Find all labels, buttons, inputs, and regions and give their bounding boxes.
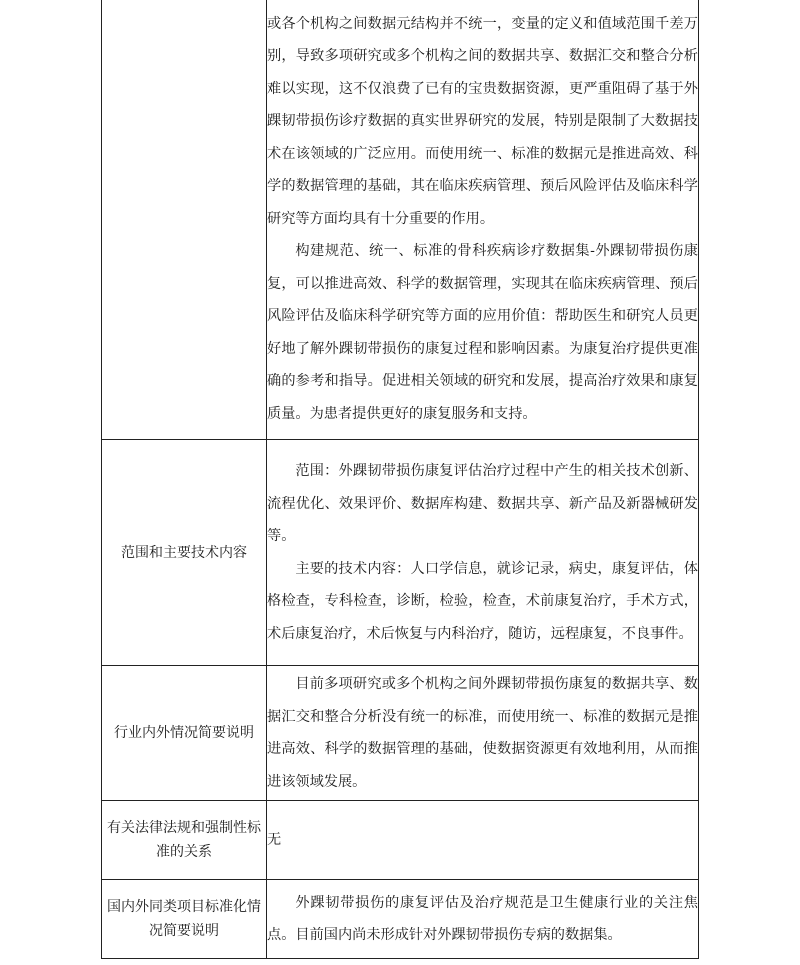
row-label: 行业内外情况简要说明	[102, 666, 267, 801]
table-row-significance	[102, 0, 699, 440]
row-label: 有关法律法规和强制性标准的关系	[102, 801, 267, 880]
row-content	[267, 880, 699, 959]
content-paragraph: 无	[267, 831, 282, 848]
table-row-laws-relation	[102, 801, 699, 880]
content-paragraph: 或各个机构之间数据元结构并不统一，变量的定义和值域范围千差万别，导致多项研究或多个机构之间的数据共享、数据汇交和整合分析难以实现，这不仅浪费了已有的宝贵数据资源，更严重阻碍了基于外踝韧带损伤诊疗数据的真实世界研究的发展，特别是限制了大数据技术在该领域的广泛应用。而使用统一、标准的数据元是推进高效、科学的数据管理的基础，其在临床疾病管理、预后风险评估及临床科学研究等方面均具有十分重要的作用。	[267, 15, 698, 227]
content-paragraph: 主要的技术内容：人口学信息，就诊记录，病史，康复评估，体格检查，专科检查，诊断，检验，检查，术前康复治疗，手术方式，术后康复治疗，术后恢复与内科治疗，随访，远程康复，不良事件。	[267, 560, 698, 642]
row-content	[267, 801, 699, 880]
row-label: 国内外同类项目标准化情况简要说明	[102, 880, 267, 959]
content-paragraph: 构建规范、统一、标准的骨科疾病诊疗数据集-外踝韧带损伤康复，可以推进高效、科学的数据管理，实现其在临床疾病管理、预后风险评估及临床科学研究等方面的应用价值：帮助医生和研究人员更好地了解外踝韧带损伤的康复过程和影响因素。为康复治疗提供更准确的参考和指导。促进相关领域的研究和发展，提高治疗效果和康复质量。为患者提供更好的康复服务和支持。	[267, 243, 698, 422]
row-label: 范围和主要技术内容	[102, 440, 267, 666]
content-paragraph: 目前多项研究或多个机构之间外踝韧带损伤康复的数据共享、数据汇交和整合分析没有统一的标准，而使用统一、标准的数据元是推进高效、科学的数据管理的基础，使数据资源更有效地利用，从而推进该领域发展。	[267, 676, 698, 790]
table-row-scope	[102, 440, 699, 666]
table-row-domestic-foreign	[102, 880, 699, 959]
row-content	[267, 0, 699, 440]
content-paragraph: 外踝韧带损伤的康复评估及治疗规范是卫生健康行业的关注焦点。目前国内尚未形成针对外踝韧带损伤专病的数据集。	[267, 894, 698, 943]
row-label	[102, 0, 267, 440]
table-row-industry-situation	[102, 666, 699, 801]
standard-proposal-table	[101, 0, 699, 959]
row-content	[267, 440, 699, 666]
row-content	[267, 666, 699, 801]
content-paragraph: 范围：外踝韧带损伤康复评估治疗过程中产生的相关技术创新、流程优化、效果评价、数据库构建、数据共享、新产品及新器械研发等。	[267, 463, 698, 544]
